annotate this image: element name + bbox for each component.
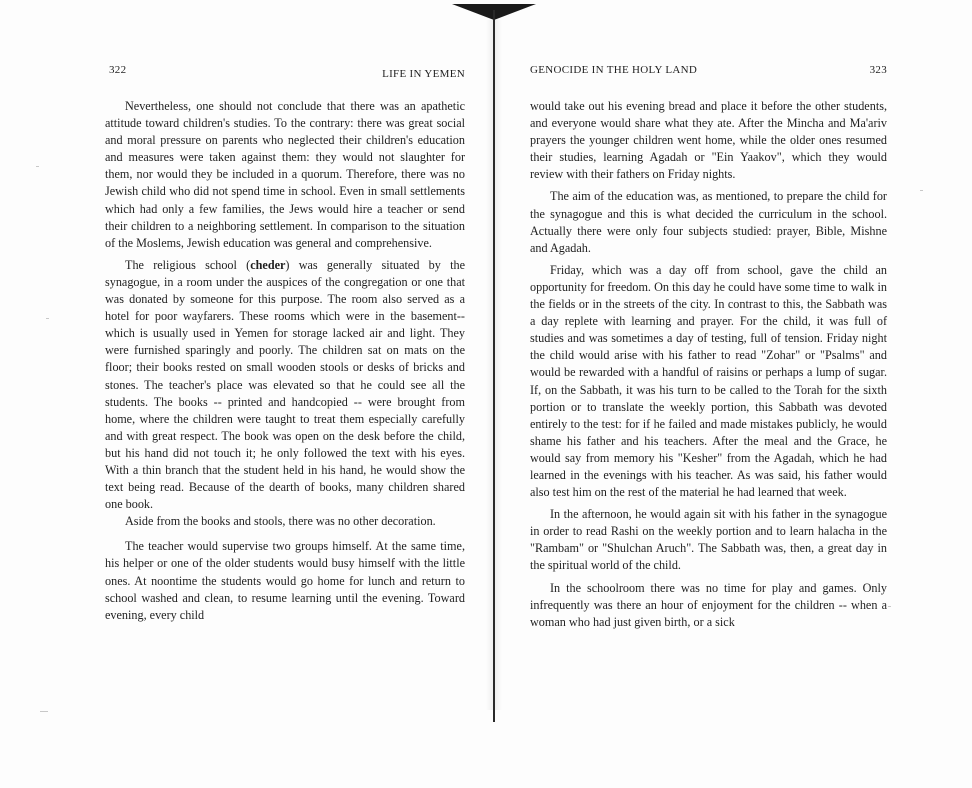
scan-speck xyxy=(36,166,39,167)
right-running-title: GENOCIDE IN THE HOLY LAND xyxy=(530,64,698,76)
right-paragraph-3: Friday, which was a day off from school, gave the child an opportunity for freedom. On this day he could have some time to walk in the fields or in the streets of the city. In contrast to this, the Sabbath was a day replete with learning and prayer. For the child, it was full of studies and was sometimes a day of testing, full of tension. Friday night the child would arise with his father to read "Zohar" or "Psalms" and would be rewarded with a handful of raisins or perhaps a lump of sugar. If, on the Sabbath, it was his turn to be called to the Torah for the sixth portion or to translate the weekly portion, this Sabbath was devoted entirely to the test: for if he failed and made mistakes publicly, he would shame his father and his teachers. After the meal and the Grace, he would say from memory his "Kesher" from the Agadah, which he had learned in the evenings with his teacher. As was said, his father would also test him on the rest of the material he had learned that week. xyxy=(530,262,887,500)
right-page xyxy=(530,64,887,631)
left-paragraph-2 xyxy=(105,257,465,513)
right-paragraph-4: In the afternoon, he would again sit with his father in the synagogue in order to read Rashi on the weekly portion and to learn halacha in the "Rambam" or "Shulchan Aruch". The Sabbath was, then, a great day in the spiritual world of the child. xyxy=(530,507,887,573)
left-page xyxy=(105,64,465,624)
scan-speck xyxy=(920,190,923,191)
left-page-number: 322 xyxy=(109,64,127,76)
cheder-term: cheder xyxy=(250,257,286,272)
scan-speck xyxy=(888,606,891,607)
right-paragraph-5: In the schoolroom there was no time for play and games. Only infrequently was there an hour of enjoyment for the children -- when a woman who had just given birth, or a sick xyxy=(530,580,887,629)
left-page-header xyxy=(105,64,465,80)
book-gutter xyxy=(493,10,495,722)
right-paragraph-2: The aim of the education was, as mentioned, to prepare the child for the synagogue and this is what decided the curriculum in the school. Actually there were only four subjects studied: prayer, Bible, Mishne and Agadah. xyxy=(530,189,887,255)
left-running-title: LIFE IN YEMEN xyxy=(382,68,465,80)
left-page-body xyxy=(105,98,465,624)
left-paragraph-4: The teacher would supervise two groups himself. At the same time, his helper or one of the older students would busy himself with the little ones. At noontime the students would go home for lunch and return to school washed and clean, to resume learning until the evening. Toward evening, every child xyxy=(105,539,465,622)
right-page-number: 323 xyxy=(869,64,887,76)
right-paragraph-1: would take out his evening bread and place it before the other students, and everyone would share what they ate. After the Mincha and Ma'ariv prayers the younger children went home, while the older ones resumed their studies, learning Agadah or "Ein Yaakov", which they would review with their fathers on Friday nights. xyxy=(530,99,887,182)
scan-speck xyxy=(46,318,49,319)
left-paragraph-2-before: The religious school ( xyxy=(125,257,251,272)
left-paragraph-3: Aside from the books and stools, there was no other decoration. xyxy=(125,514,436,529)
left-paragraph-2-after: ) was generally situated by the synagogue, in a room under the auspices of the congregation or one that was donated by someone for this purpose. The room also served as a hotel for poor wayfarers. These rooms which were in the basement-- which is usually used in Yemen for storage lacked air and light. They were furnished sparingly and poorly. The children sat on mats on the floor; their books rested on small wooden stools or desks of bricks and stones. The teacher's place was elevated so that he could see all the students. The books -- printed and handcopied -- were brought from home, where the children were taught to treat them especially carefully and with great respect. The book was open on the desk before the child, but his hand did not touch it; he only followed the text with his eyes. With a thin branch that the student held in his hand, he would show the text being read. Because of the dearth of books, many children shared one book. xyxy=(105,257,465,512)
right-page-header xyxy=(530,64,887,80)
scan-speck xyxy=(40,711,48,712)
left-paragraph-1: Nevertheless, one should not conclude that there was an apathetic attitude toward children's studies. To the contrary: there was great social and moral pressure on parents who neglected their children's education and measures were taken against them: they would not slaughter for them, nor would they be included in a quorum. Therefore, there was no Jewish child who did not spend time in school. Even in small settlements which had only a few families, the Jews would hire a teacher or send their children to a neighboring settlement. In comparison to the situation of the Moslems, Jewish education was general and comprehensive. xyxy=(105,99,465,250)
right-page-body xyxy=(530,98,887,631)
